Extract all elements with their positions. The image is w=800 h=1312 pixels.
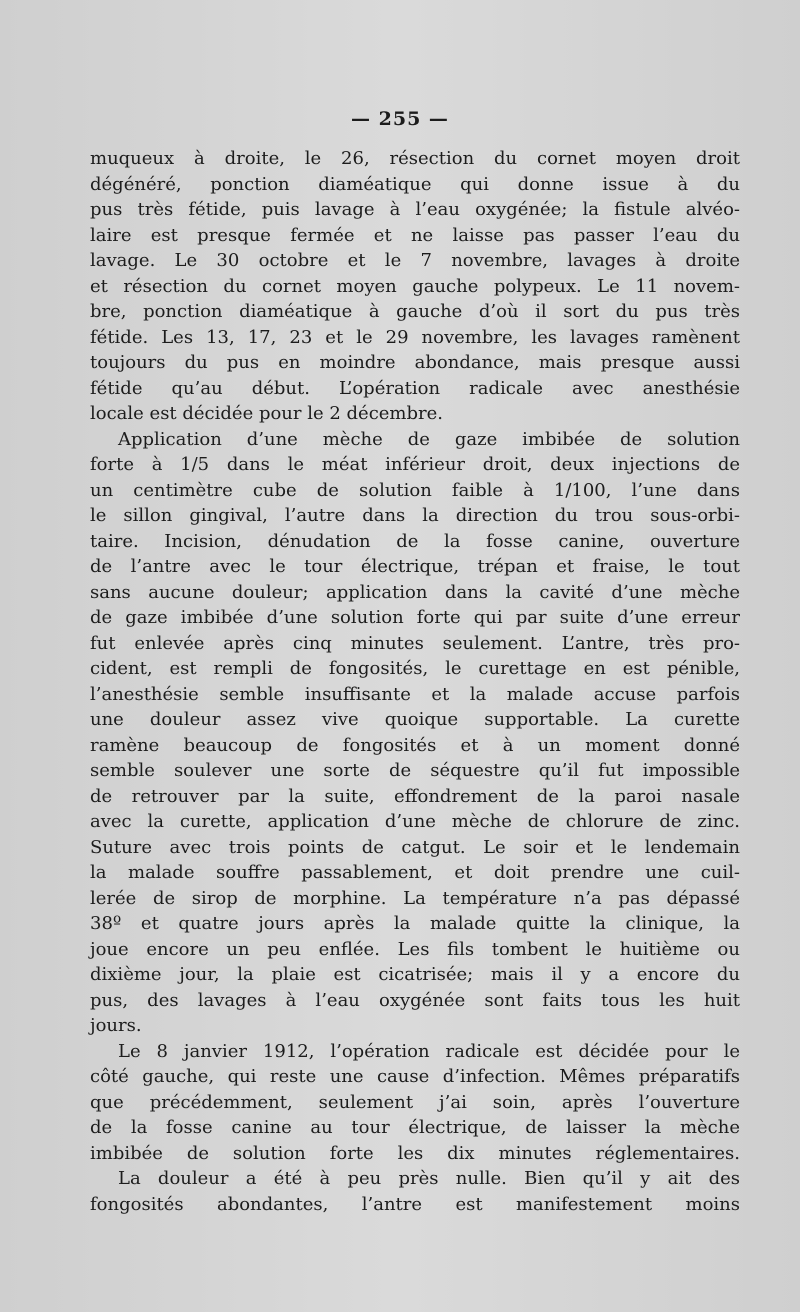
text-line: lavage. Le 30 octobre et le 7 novembre, lavages à droite bbox=[90, 250, 740, 271]
text-line: un centimètre cube de solution faible à 1/100, l’une dans bbox=[90, 479, 740, 501]
text-line: jours. bbox=[90, 1015, 142, 1036]
text-line: imbibée de solution forte les dix minutes réglementaires. bbox=[90, 1142, 740, 1164]
text-line: muqueux à droite, le 26, résection du cornet moyen droit bbox=[90, 148, 740, 169]
text-line: forte à 1/5 dans le méat inférieur droit, deux injections de bbox=[90, 454, 740, 475]
text-line: 38º et quatre jours après la malade quitte la clinique, la bbox=[90, 913, 740, 934]
text-line: fongosités abondantes, l’antre est manifestement moins bbox=[90, 1193, 740, 1215]
text-line: Application d’une mèche de gaze imbibée de solution bbox=[118, 428, 740, 450]
text-line: dixième jour, la plaie est cicatrisée; mais il y a encore du bbox=[90, 964, 740, 985]
text-line: avec la curette, application d’une mèche de chlorure de zinc. bbox=[90, 811, 740, 832]
text-line: de l’antre avec le tour électrique, trépan et fraise, le tout bbox=[90, 556, 740, 577]
text-line: dégénéré, ponction diaméatique qui donne issue à du bbox=[90, 173, 740, 195]
text-line: la malade souffre passablement, et doit prendre une cuil- bbox=[90, 862, 740, 883]
page-number: — 255 — bbox=[351, 108, 449, 130]
text-line: de gaze imbibée d’une solution forte qui par suite d’une erreur bbox=[90, 607, 740, 628]
text-line: semble soulever une sorte de séquestre qu’il fut impossible bbox=[90, 760, 740, 781]
text-line: toujours du pus en moindre abondance, mais presque aussi bbox=[90, 352, 740, 373]
text-line: de la fosse canine au tour électrique, de laisser la mèche bbox=[90, 1117, 740, 1138]
text-line: côté gauche, qui reste une cause d’infection. Mêmes préparatifs bbox=[90, 1066, 740, 1087]
text-line: fétide. Les 13, 17, 23 et le 29 novembre, les lavages ramènent bbox=[90, 326, 740, 348]
text-line: de retrouver par la suite, effondrement de la paroi nasale bbox=[90, 785, 740, 807]
text-line: l’anesthésie semble insuffisante et la malade accuse parfois bbox=[90, 683, 740, 705]
text-line: le sillon gingival, l’autre dans la direction du trou sous-orbi- bbox=[90, 505, 740, 526]
text-line: pus, des lavages à l’eau oxygénée sont faits tous les huit bbox=[90, 989, 740, 1011]
text-line: Suture avec trois points de catgut. Le soir et le lendemain bbox=[90, 836, 740, 858]
text-line: lerée de sirop de morphine. La température n’a pas dépassé bbox=[90, 887, 740, 909]
text-line: sans aucune douleur; application dans la cavité d’une mèche bbox=[90, 581, 740, 603]
text-line: que précédemment, seulement j’ai soin, après l’ouverture bbox=[90, 1091, 740, 1113]
text-line: La douleur a été à peu près nulle. Bien qu’il y ait des bbox=[118, 1168, 740, 1189]
text-line: ramène beaucoup de fongosités et à un moment donné bbox=[90, 734, 740, 756]
body-text bbox=[90, 146, 740, 1217]
text-line: cident, est rempli de fongosités, le curettage en est pénible, bbox=[90, 658, 740, 679]
text-line: bre, ponction diaméatique à gauche d’où il sort du pus très bbox=[90, 301, 740, 322]
text-line: fut enlevée après cinq minutes seulement. L’antre, très pro- bbox=[90, 632, 740, 654]
text-line: taire. Incision, dénudation de la fosse canine, ouverture bbox=[90, 530, 740, 552]
text-line: locale est décidée pour le 2 décembre. bbox=[90, 403, 444, 424]
text-line: et résection du cornet moyen gauche polypeux. Le 11 novem- bbox=[90, 275, 740, 297]
text-line: joue encore un peu enflée. Les fils tombent le huitième ou bbox=[90, 938, 740, 960]
text-line: une douleur assez vive quoique supportable. La curette bbox=[90, 709, 740, 730]
text-line: fétide qu’au début. L’opération radicale avec anesthésie bbox=[90, 377, 740, 399]
text-line: pus très fétide, puis lavage à l’eau oxygénée; la fistule alvéo- bbox=[90, 199, 740, 220]
text-line: Le 8 janvier 1912, l’opération radicale est décidée pour le bbox=[118, 1040, 740, 1062]
text-line: laire est presque fermée et ne laisse pas passer l’eau du bbox=[90, 224, 740, 246]
